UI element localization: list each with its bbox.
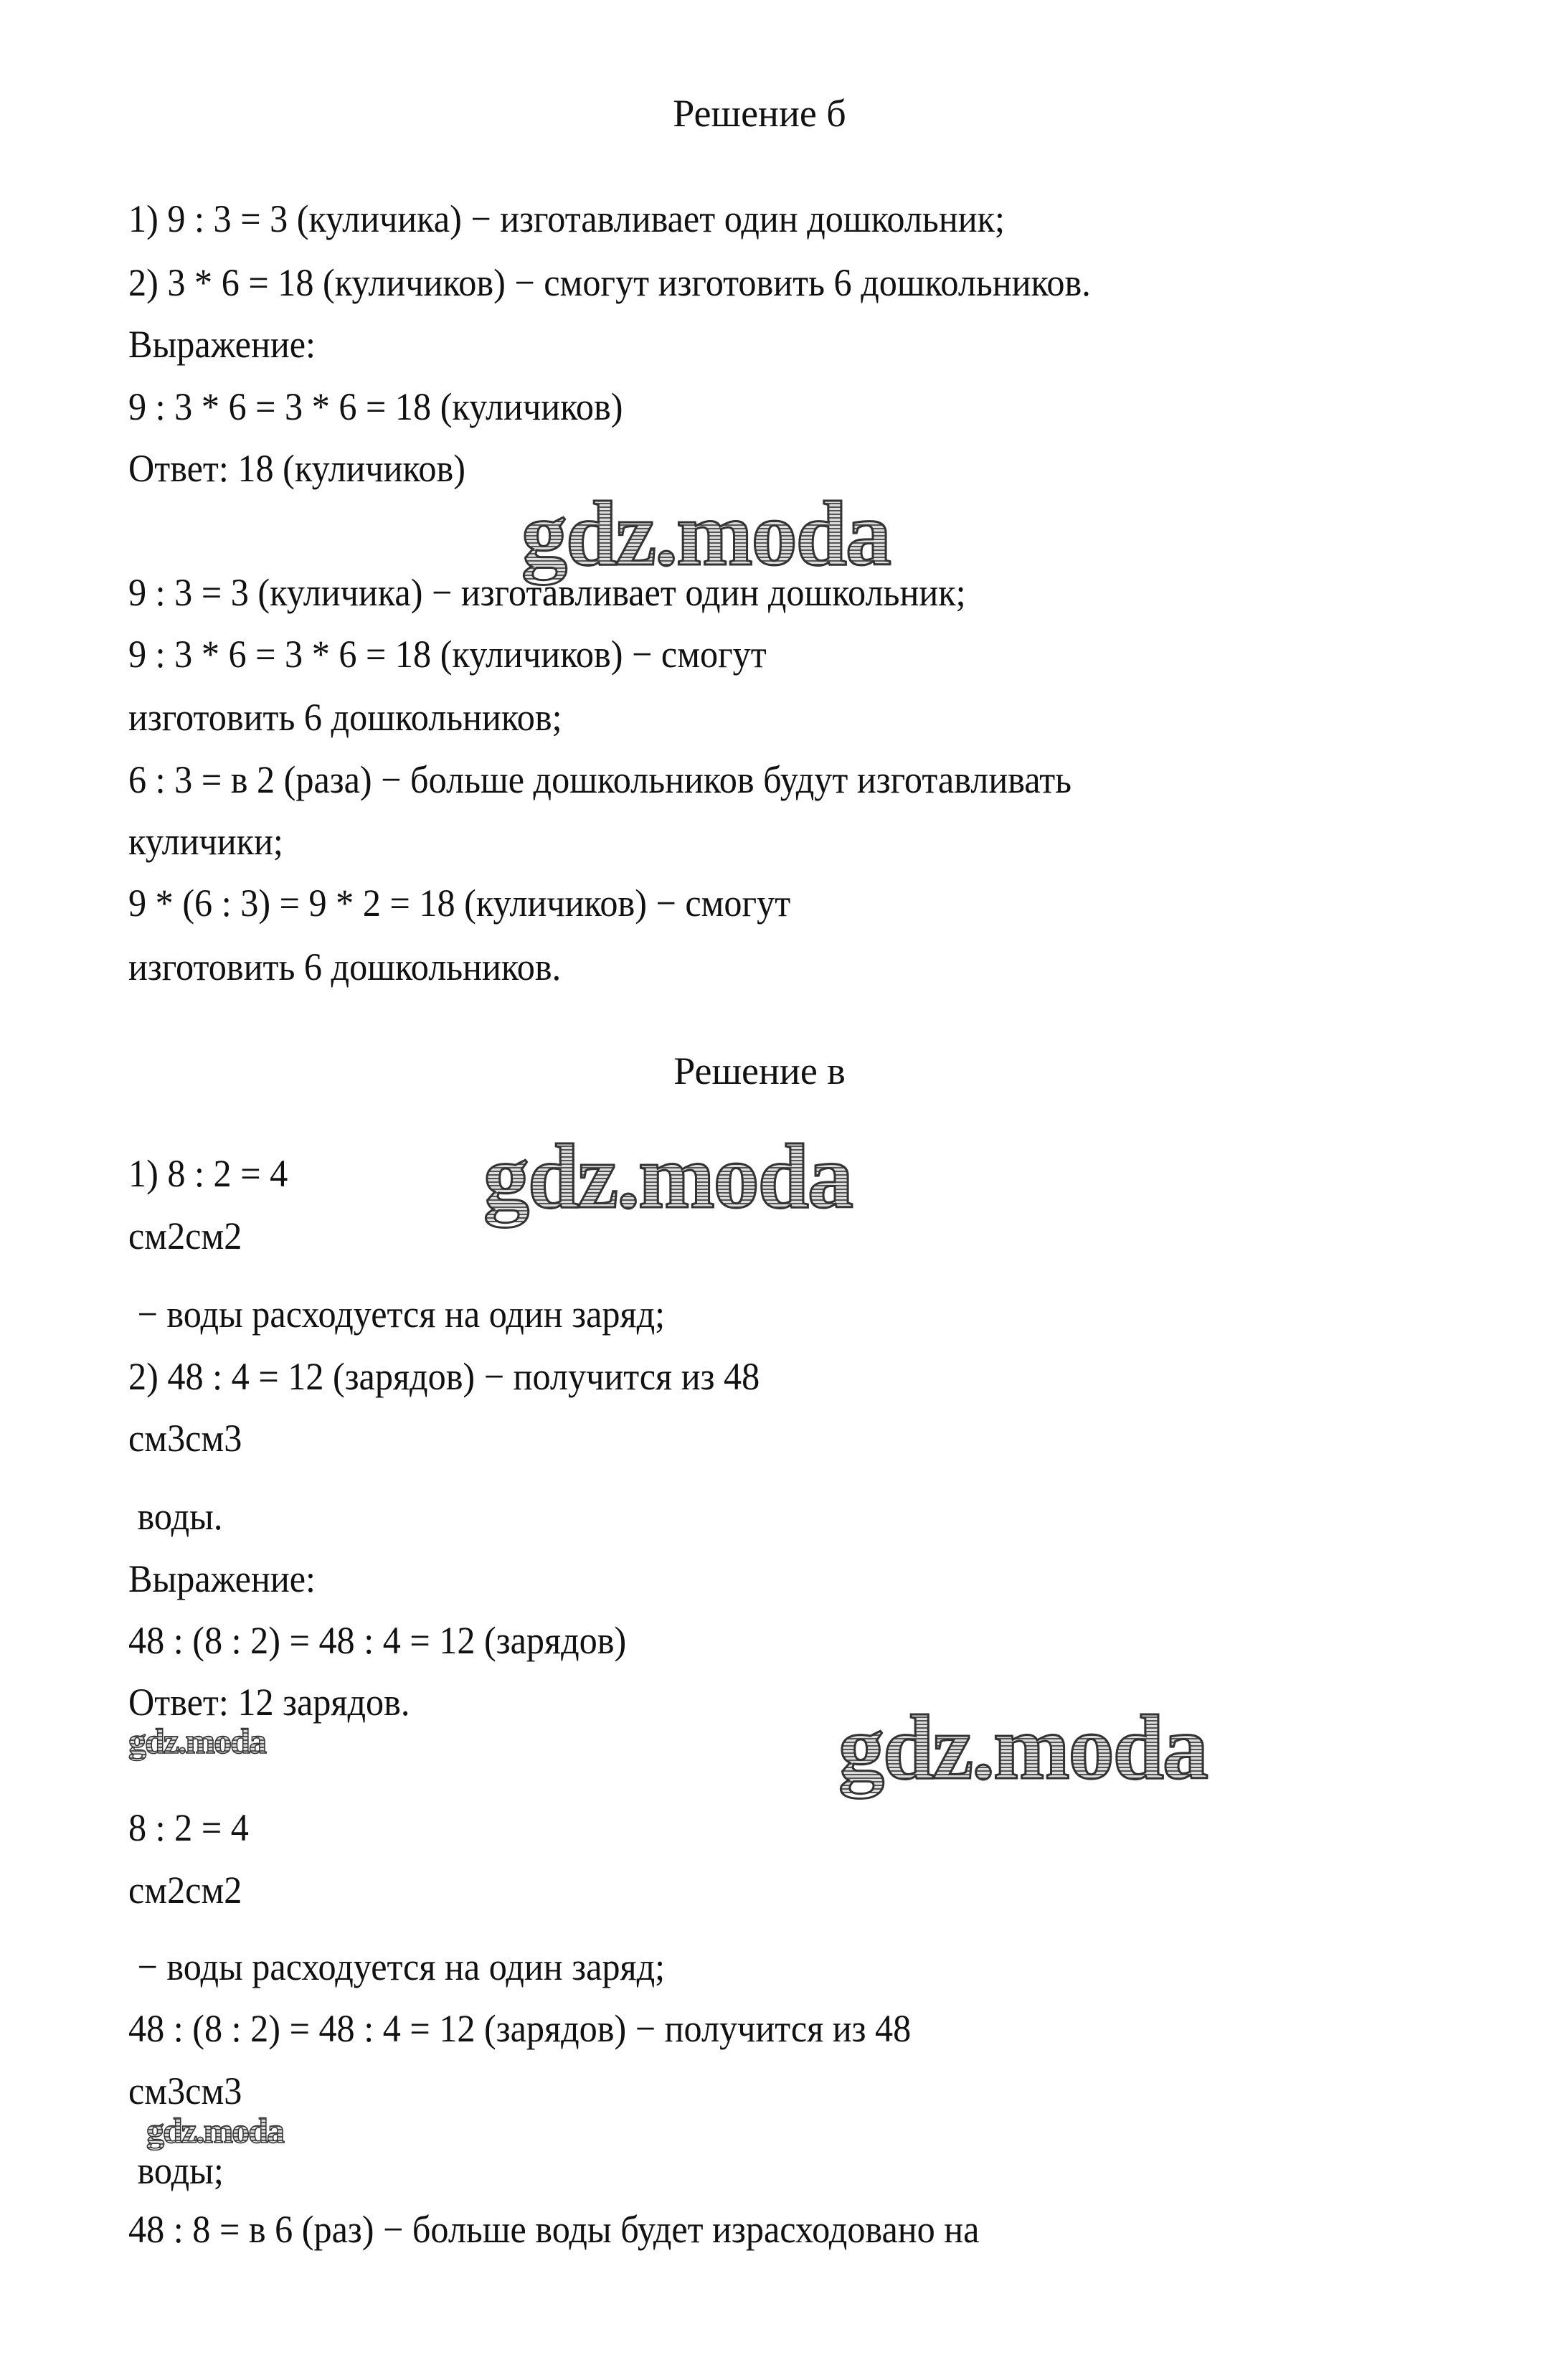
- solution-line: Ответ: 18 (куличиков): [128, 447, 465, 490]
- solution-line: 2) 48 : 4 = 12 (зарядов) − получится из 48: [128, 1355, 760, 1398]
- section-b-title: Решение б: [673, 92, 846, 135]
- solution-line: изготовить 6 дошкольников.: [128, 945, 562, 988]
- solution-line: 1) 9 : 3 = 3 (куличика) − изготавливает один дошкольник;: [128, 197, 1005, 240]
- solution-line: воды.: [128, 1495, 223, 1538]
- solution-line: 2) 3 * 6 = 18 (куличиков) − смогут изготовить 6 дошкольников.: [128, 261, 1091, 304]
- solution-line: 1) 8 : 2 = 4: [128, 1152, 288, 1195]
- solution-line: 9 * (6 : 3) = 9 * 2 = 18 (куличиков) − смогут: [128, 882, 791, 925]
- solution-line: см2см2: [128, 1214, 242, 1257]
- solution-line: 48 : (8 : 2) = 48 : 4 = 12 (зарядов): [128, 1619, 627, 1662]
- solution-line: Выражение:: [128, 1557, 316, 1600]
- solution-line: 9 : 3 * 6 = 3 * 6 = 18 (куличиков) − смогут: [128, 633, 767, 676]
- solution-line: 48 : (8 : 2) = 48 : 4 = 12 (зарядов) − получится из 48: [128, 2007, 912, 2050]
- solution-line: см2см2: [128, 1869, 242, 1912]
- watermark-logo: gdz.moda: [146, 2110, 283, 2150]
- solution-line: 9 : 3 * 6 = 3 * 6 = 18 (куличиков): [128, 385, 623, 428]
- watermark-logo: gdz.moda: [838, 1696, 1207, 1798]
- solution-line: 9 : 3 = 3 (куличика) − изготавливает один дошкольник;: [128, 571, 966, 614]
- solution-line: Выражение:: [128, 323, 316, 366]
- solution-line: см3см3: [128, 2069, 242, 2112]
- solution-line: 8 : 2 = 4: [128, 1806, 249, 1849]
- solution-line: Ответ: 12 зарядов.: [128, 1681, 410, 1724]
- solution-line: воды;: [128, 2149, 224, 2192]
- solution-line: см3см3: [128, 1417, 242, 1460]
- solution-line: − воды расходуется на один заряд;: [128, 1293, 666, 1336]
- solution-line: куличики;: [128, 820, 283, 863]
- watermark-logo: gdz.moda: [483, 1125, 852, 1227]
- solution-line: − воды расходуется на один заряд;: [128, 1945, 666, 1988]
- section-v-title: Решение в: [673, 1049, 846, 1092]
- solution-line: 6 : 3 = в 2 (раза) − больше дошкольников будут изготавливать: [128, 758, 1072, 801]
- watermark-logo: gdz.moda: [128, 1721, 265, 1761]
- solution-line: изготовить 6 дошкольников;: [128, 696, 562, 739]
- watermark-logo: gdz.moda: [521, 483, 890, 585]
- solution-line: 48 : 8 = в 6 (раз) − больше воды будет израсходовано на: [128, 2208, 980, 2251]
